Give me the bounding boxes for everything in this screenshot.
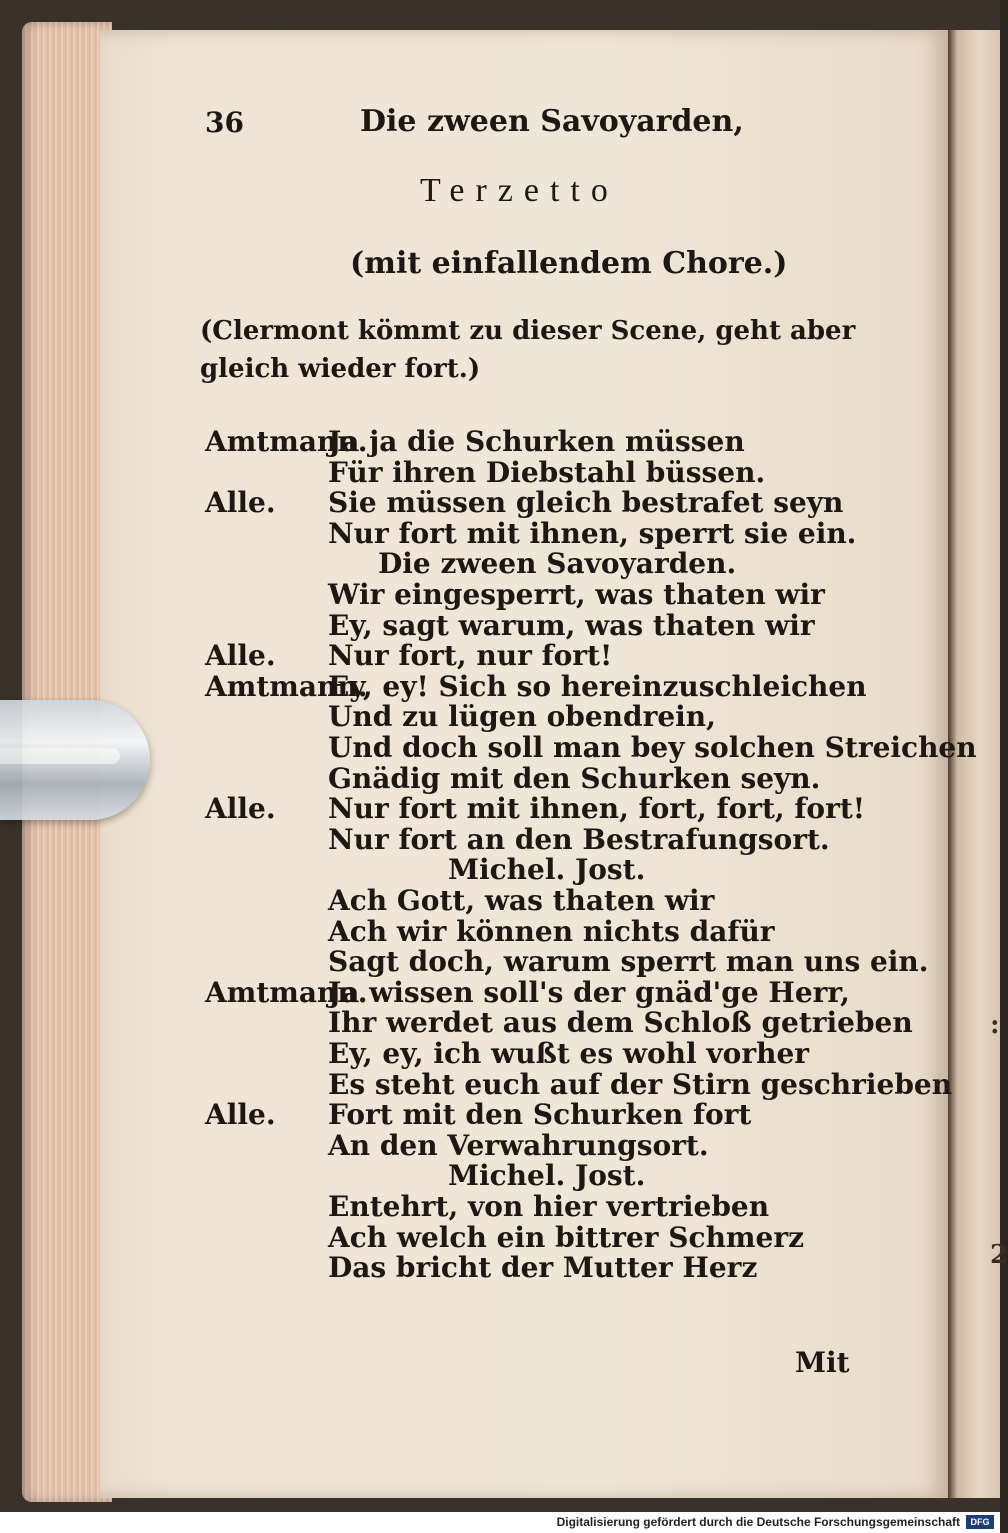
verse-line: Ey, sagt warum, was thaten wir	[328, 609, 815, 642]
adjacent-page-fragment: :	[990, 1010, 1000, 1040]
verse-line: An den Verwahrungsort.	[328, 1129, 709, 1162]
verse-line: Nur fort, nur fort!	[328, 639, 613, 672]
verse-line: Nur fort mit ihnen, sperrt sie ein.	[328, 517, 857, 550]
dfg-logo: DFG	[966, 1515, 994, 1529]
verse-line: Ja ja die Schurken müssen	[328, 425, 745, 458]
verse-line: Fort mit den Schurken fort	[328, 1098, 752, 1131]
verse-line: Es steht euch auf der Stirn geschrieben	[328, 1068, 953, 1101]
verse-line: Ach welch ein bittrer Schmerz	[328, 1221, 805, 1254]
verse-line: Ach wir können nichts dafür	[328, 915, 775, 948]
verse-line: Ey, ey, ich wußt es wohl vorher	[328, 1037, 810, 1070]
verse-line: Und zu lügen obendrein,	[328, 700, 716, 733]
verse-line: Entehrt, von hier vertrieben	[328, 1190, 770, 1223]
adjacent-page	[948, 30, 1008, 1498]
section-title: Terzetto	[420, 172, 619, 209]
verse-line: Sie müssen gleich bestrafet seyn	[328, 486, 844, 519]
page-number: 36	[205, 106, 244, 139]
stage-direction: (Clermont kömmt zu dieser Scene, geht aber gleich wieder fort.)	[200, 316, 856, 384]
speaker-name: Alle.	[205, 486, 276, 519]
footer-bar	[0, 1512, 1000, 1533]
speaker-name: Alle.	[205, 1098, 276, 1131]
character-heading: Die zween Savoyarden.	[378, 547, 737, 580]
verse-line: Ihr werdet aus dem Schloß getrieben	[328, 1006, 913, 1039]
verse-line: Ach Gott, was thaten wir	[328, 884, 715, 917]
verse-line: Nur fort an den Bestrafungsort.	[328, 823, 830, 856]
speaker-name: Amtmann.	[205, 425, 368, 458]
catchword: Mit	[795, 1346, 850, 1379]
verse-line: Für ihren Diebstahl büssen.	[328, 456, 766, 489]
page-clip	[0, 700, 150, 820]
verse-line: Ey, ey! Sich so hereinzuschleichen	[328, 670, 867, 703]
character-heading: Michel. Jost.	[448, 853, 646, 886]
adjacent-page-fragment: 2	[990, 1240, 1008, 1270]
verse-line: Das bricht der Mutter Herz	[328, 1251, 758, 1284]
footer-credit: Digitalisierung gefördert durch die Deutsche Forschungsgemeinschaft	[556, 1515, 960, 1529]
verse-line: Und doch soll man bey solchen Streichen	[328, 731, 977, 764]
subtitle: (mit einfallendem Chore.)	[350, 246, 788, 281]
verse-line: Nur fort mit ihnen, fort, fort, fort!	[328, 792, 866, 825]
verse-line: Sagt doch, warum sperrt man uns ein.	[328, 945, 929, 978]
verse-line: Ja wissen soll's der gnäd'ge Herr,	[328, 976, 850, 1009]
character-heading: Michel. Jost.	[448, 1159, 646, 1192]
verse-line: Gnädig mit den Schurken seyn.	[328, 762, 821, 795]
verse-line: Wir eingesperrt, was thaten wir	[328, 578, 825, 611]
running-title: Die zween Savoyarden,	[360, 104, 744, 139]
speaker-name: Amtmann.	[205, 976, 368, 1009]
speaker-name: Amtmann.	[205, 670, 368, 703]
speaker-name: Alle.	[205, 792, 276, 825]
speaker-name: Alle.	[205, 639, 276, 672]
